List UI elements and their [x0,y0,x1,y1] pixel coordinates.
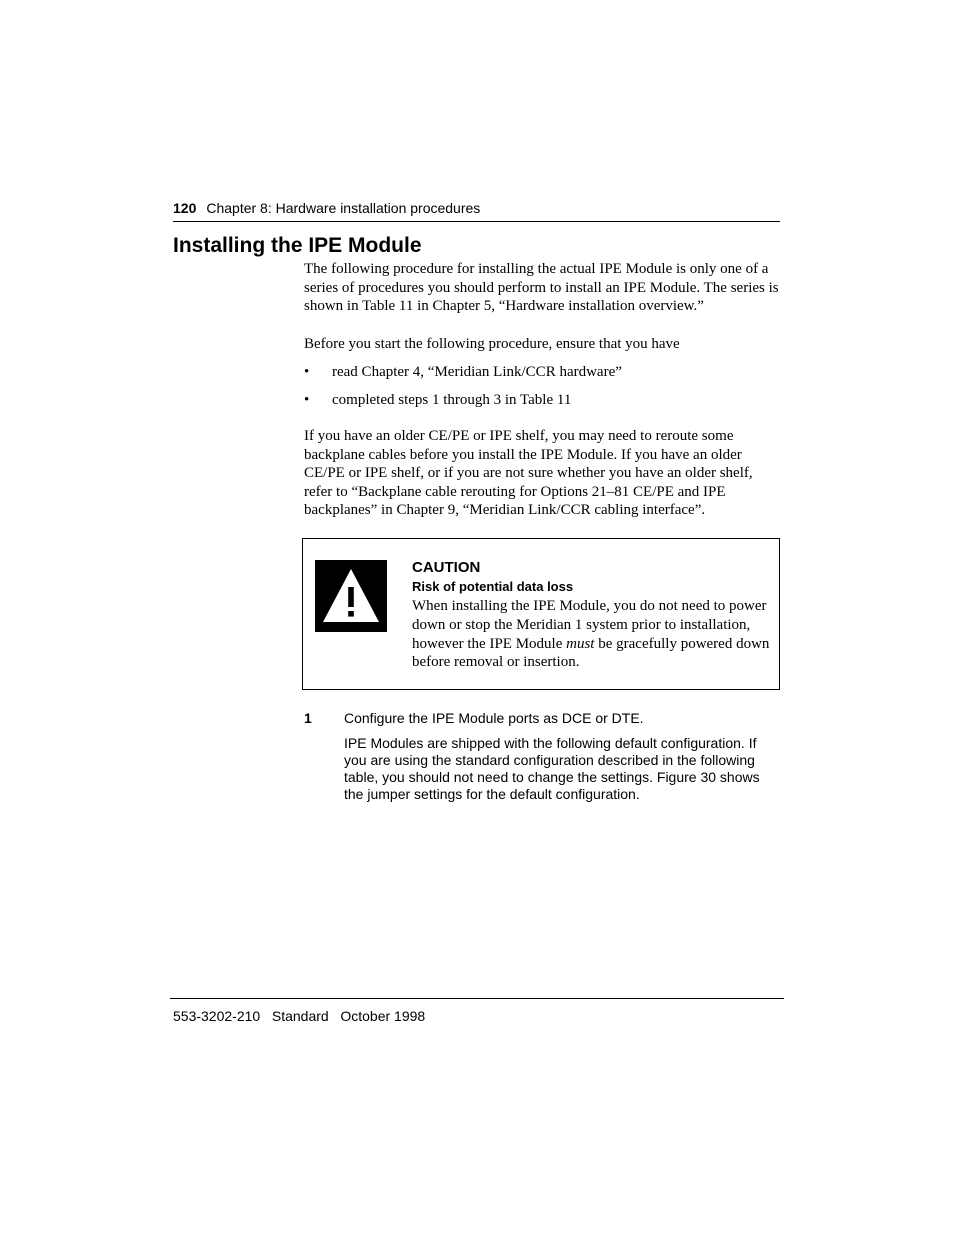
bullet-marker: • [304,392,310,408]
section-title: Installing the IPE Module [173,234,422,257]
warning-triangle-icon [315,560,387,632]
shelf-paragraph: If you have an older CE/PE or IPE shelf, you may need to reroute some backplane cables before you install the IPE Module. If you have an older CE/PE or IPE shelf, or if you are not sure whether you have an older shelf, refer to “Backplane cable rerouting for Options 21–81 CE/PE and IPE backplanes” in Chapter 9, “Meridian Link/CCR cabling interface”. [304,428,753,518]
bullet-text: read Chapter 4, “Meridian Link/CCR hardware” [332,364,622,380]
running-header [173,200,480,217]
caution-text-start: When installing the IPE Module, you do not need to power down or stop the Meridian 1 system prior to installation, however the IPE Module [412,598,767,652]
step-detail: IPE Modules are shipped with the following default configuration. If you are using the standard configuration described in the following table, you should not need to change the settings. Figure 30 shows the jumper settings for the default configuration. [344,735,760,802]
intro-paragraph: The following procedure for installing the actual IPE Module is only one of a series of procedures you should perform to install an IPE Module. The series is shown in Table 11 in Chapter 5, “Hardware installation overview.” [304,261,779,314]
caution-title: CAUTION [412,559,481,576]
footer-status: Standard [271,1008,329,1024]
step-text: Configure the IPE Module ports as DCE or DTE. [344,710,644,726]
step-number: 1 [304,710,312,726]
caution-text [412,597,774,672]
bullet-text: completed steps 1 through 3 in Table 11 [332,392,572,408]
header-divider [173,221,780,222]
page-number: 120 [173,200,197,216]
footer [173,1008,425,1025]
warning-icon [315,560,387,632]
footer-divider [170,998,784,999]
bullet-item-1 [304,363,622,381]
bullet-item-2 [304,391,571,409]
footer-doc-number: 553-3202-210 [173,1008,261,1024]
caution-box [302,538,780,690]
prerequisite-intro: Before you start the following procedure, ensure that you have [304,336,680,352]
caution-subtitle: Risk of potential data loss [412,579,574,594]
caution-text-end: be gracefully powered down before removal or insertion. [412,635,770,671]
caution-emphasis: must [566,635,595,652]
chapter-title: Chapter 8: Hardware installation procedures [206,200,481,216]
bullet-marker: • [304,364,310,380]
footer-date: October 1998 [340,1008,426,1024]
